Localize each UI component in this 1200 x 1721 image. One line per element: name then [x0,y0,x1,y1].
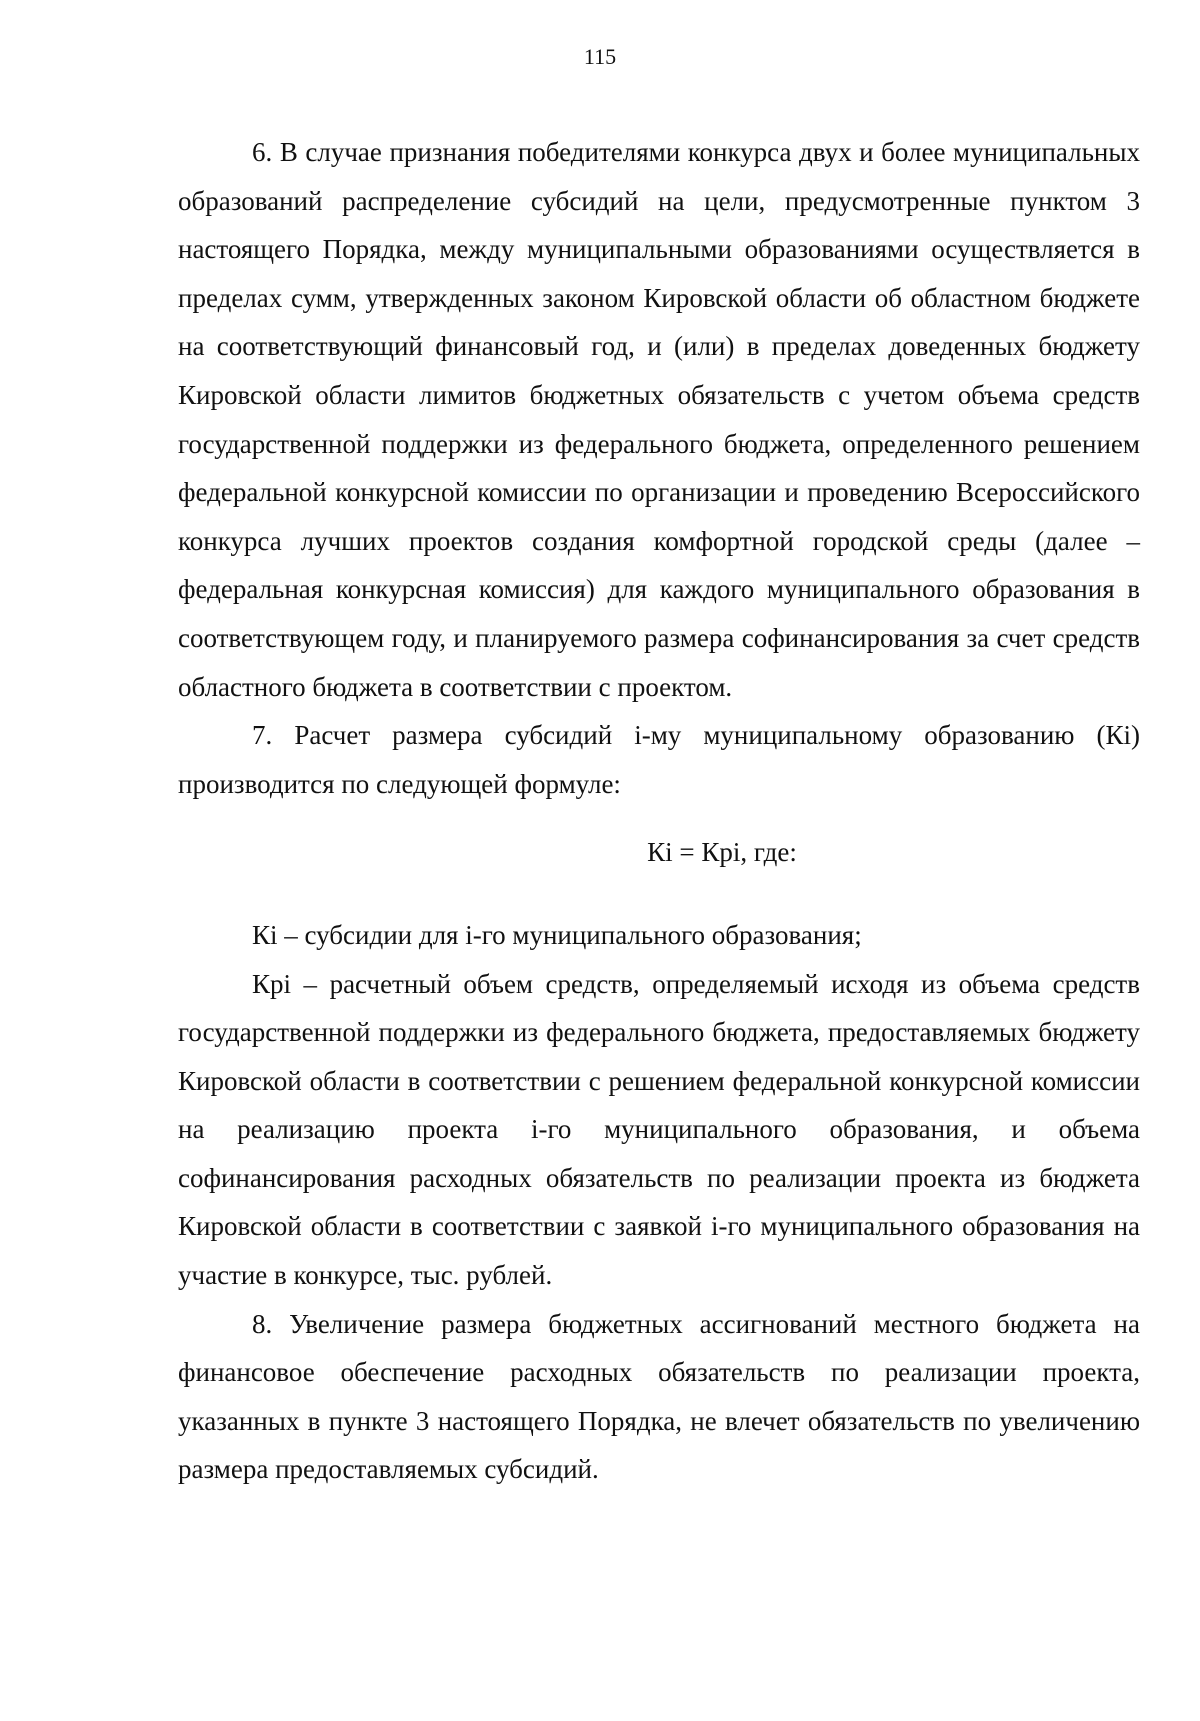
spacer [178,889,1140,911]
definition-kpi: Кpi – расчетный объем средств, определяемый исходя из объема средств государственной поддержки из федерального бюджета, предоставляемых бюджету Кировской области в соответствии с решением федеральной конкурсной комиссии на реализацию проекта i-го муниципального образования, и объема софинансирования расходных обязательств по реализации проекта из бюджета Кировской области в соответствии с заявкой i-го муниципального образования на участие в конкурсе, тыс. рублей. [178,968,1140,1291]
paragraph-6: 6. В случае признания победителями конкурса двух и более муниципальных образований распределение субсидий на цели, предусмотренные пунктом 3 настоящего Порядка, между муниципальными образованиями осуществляется в пределах сумм, утвержденных законом Кировской области об областном бюджете на соответствующий финансовый год, и (или) в пределах доведенных бюджету Кировской области лимитов бюджетных обязательств с учетом объема средств государственной поддержки из федерального бюджета, определенного решением федеральной конкурсной комиссии по организации и проведению Всероссийского конкурса лучших проектов создания комфортной городской среды (далее – федеральная конкурсная комиссия) для каждого муниципального образования в соответствующем году, и планируемого размера софинансирования за счет средств областного бюджета в соответствии с проектом. [178,137,1140,702]
definition-ki: Кi – субсидии для i-го муниципального образования; [252,919,862,950]
document-body [178,128,1140,1494]
paragraph-8: 8. Увеличение размера бюджетных ассигнований местного бюджета на финансовое обеспечение расходных обязательств по реализации проекта, указанных в пункте 3 настоящего Порядка, не влечет обязательств по увеличению размера предоставляемых субсидий. [178,1308,1140,1485]
paragraph-7: 7. Расчет размера субсидий i-му муниципальному образованию (Кi) производится по следующей формуле: [178,720,1140,799]
formula: Кi = Кpi, где: [647,837,797,868]
page-number: 115 [583,44,617,69]
